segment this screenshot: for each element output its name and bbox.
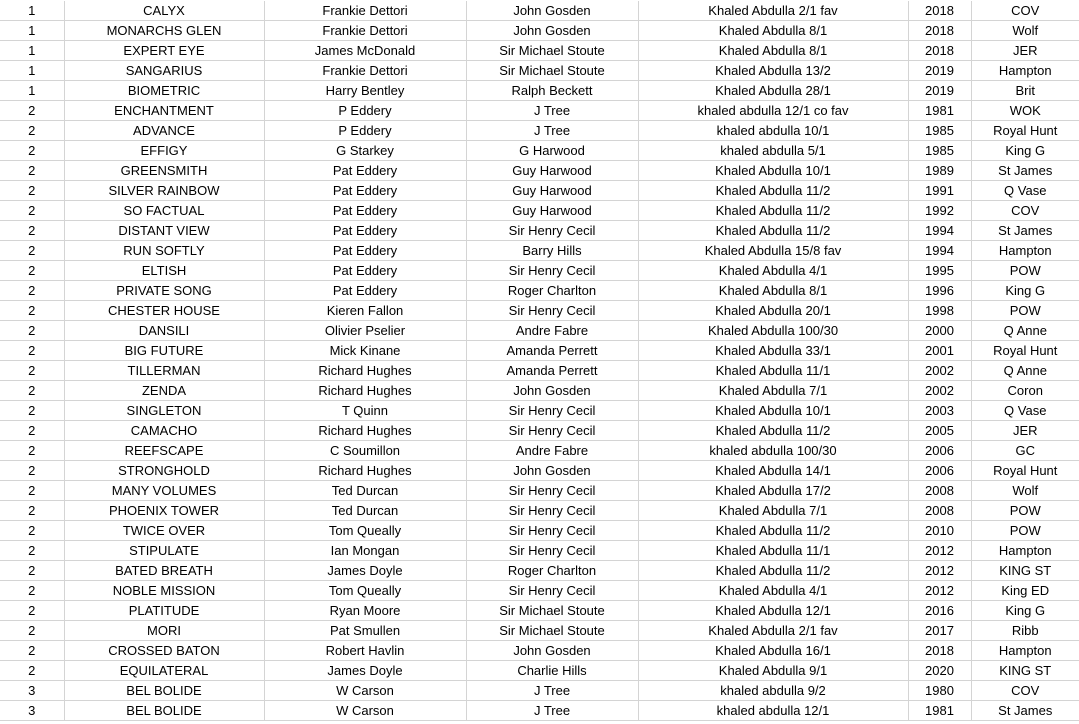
rank-cell[interactable]: 2: [0, 161, 64, 181]
race-cell[interactable]: Hampton: [971, 61, 1079, 81]
year-cell[interactable]: 1995: [908, 261, 971, 281]
table-row: [0, 101, 1079, 121]
owner-odds-cell[interactable]: Khaled Abdulla 2/1 fav: [638, 621, 908, 641]
rank-cell[interactable]: 2: [0, 321, 64, 341]
race-cell[interactable]: POW: [971, 301, 1079, 321]
table-row: [0, 321, 1079, 341]
year-cell[interactable]: 1994: [908, 241, 971, 261]
rank-cell[interactable]: 1: [0, 81, 64, 101]
year-cell[interactable]: 2008: [908, 501, 971, 521]
horse-cell[interactable]: PHOENIX TOWER: [64, 501, 264, 521]
year-cell[interactable]: 1980: [908, 681, 971, 701]
jockey-cell[interactable]: Pat Eddery: [264, 201, 466, 221]
year-cell[interactable]: 2018: [908, 41, 971, 61]
jockey-cell[interactable]: Ryan Moore: [264, 601, 466, 621]
race-cell[interactable]: JER: [971, 421, 1079, 441]
year-cell[interactable]: 1981: [908, 701, 971, 721]
jockey-cell[interactable]: Pat Eddery: [264, 241, 466, 261]
horse-cell[interactable]: RUN SOFTLY: [64, 241, 264, 261]
jockey-cell[interactable]: James Doyle: [264, 561, 466, 581]
owner-odds-cell[interactable]: Khaled Abdulla 14/1: [638, 461, 908, 481]
rank-cell[interactable]: 2: [0, 201, 64, 221]
horse-cell[interactable]: BEL BOLIDE: [64, 681, 264, 701]
race-cell[interactable]: COV: [971, 681, 1079, 701]
trainer-cell[interactable]: Roger Charlton: [466, 561, 638, 581]
trainer-cell[interactable]: Sir Henry Cecil: [466, 301, 638, 321]
trainer-cell[interactable]: Sir Henry Cecil: [466, 421, 638, 441]
owner-odds-cell[interactable]: Khaled Abdulla 11/2: [638, 561, 908, 581]
jockey-cell[interactable]: Olivier Pselier: [264, 321, 466, 341]
horse-cell[interactable]: PLATITUDE: [64, 601, 264, 621]
race-cell[interactable]: POW: [971, 261, 1079, 281]
race-cell[interactable]: COV: [971, 1, 1079, 21]
year-cell[interactable]: 2020: [908, 661, 971, 681]
horse-cell[interactable]: SINGLETON: [64, 401, 264, 421]
race-cell[interactable]: KING ST: [971, 661, 1079, 681]
trainer-cell[interactable]: Sir Michael Stoute: [466, 41, 638, 61]
year-cell[interactable]: 2018: [908, 641, 971, 661]
jockey-cell[interactable]: Frankie Dettori: [264, 21, 466, 41]
horse-cell[interactable]: ENCHANTMENT: [64, 101, 264, 121]
rank-cell[interactable]: 2: [0, 301, 64, 321]
trainer-cell[interactable]: John Gosden: [466, 461, 638, 481]
horse-cell[interactable]: TWICE OVER: [64, 521, 264, 541]
table-row: [0, 641, 1079, 661]
year-cell[interactable]: 1994: [908, 221, 971, 241]
horse-cell[interactable]: GREENSMITH: [64, 161, 264, 181]
rank-cell[interactable]: 2: [0, 621, 64, 641]
owner-odds-cell[interactable]: Khaled Abdulla 28/1: [638, 81, 908, 101]
race-cell[interactable]: St James: [971, 221, 1079, 241]
race-cell[interactable]: St James: [971, 701, 1079, 721]
horse-cell[interactable]: STRONGHOLD: [64, 461, 264, 481]
race-cell[interactable]: Hampton: [971, 641, 1079, 661]
trainer-cell[interactable]: Ralph Beckett: [466, 81, 638, 101]
table-row: [0, 221, 1079, 241]
trainer-cell[interactable]: Amanda Perrett: [466, 361, 638, 381]
horse-cell[interactable]: NOBLE MISSION: [64, 581, 264, 601]
rank-cell[interactable]: 2: [0, 221, 64, 241]
horse-cell[interactable]: EXPERT EYE: [64, 41, 264, 61]
trainer-cell[interactable]: J Tree: [466, 101, 638, 121]
table-row: [0, 241, 1079, 261]
year-cell[interactable]: 2008: [908, 481, 971, 501]
trainer-cell[interactable]: J Tree: [466, 701, 638, 721]
horse-cell[interactable]: ELTISH: [64, 261, 264, 281]
owner-odds-cell[interactable]: Khaled Abdulla 12/1: [638, 601, 908, 621]
horse-cell[interactable]: CROSSED BATON: [64, 641, 264, 661]
rank-cell[interactable]: 1: [0, 41, 64, 61]
table-row: [0, 621, 1079, 641]
year-cell[interactable]: 1991: [908, 181, 971, 201]
table-row: [0, 461, 1079, 481]
race-cell[interactable]: POW: [971, 501, 1079, 521]
owner-odds-cell[interactable]: khaled abdulla 12/1: [638, 701, 908, 721]
owner-odds-cell[interactable]: Khaled Abdulla 11/1: [638, 541, 908, 561]
owner-odds-cell[interactable]: Khaled Abdulla 11/2: [638, 521, 908, 541]
owner-odds-cell[interactable]: khaled abdulla 5/1: [638, 141, 908, 161]
race-cell[interactable]: Royal Hunt: [971, 341, 1079, 361]
horse-cell[interactable]: STIPULATE: [64, 541, 264, 561]
owner-odds-cell[interactable]: khaled abdulla 100/30: [638, 441, 908, 461]
year-cell[interactable]: 1996: [908, 281, 971, 301]
jockey-cell[interactable]: Mick Kinane: [264, 341, 466, 361]
rank-cell[interactable]: 1: [0, 1, 64, 21]
horse-cell[interactable]: MORI: [64, 621, 264, 641]
horse-cell[interactable]: MONARCHS GLEN: [64, 21, 264, 41]
trainer-cell[interactable]: Sir Michael Stoute: [466, 621, 638, 641]
year-cell[interactable]: 2012: [908, 541, 971, 561]
jockey-cell[interactable]: Ian Mongan: [264, 541, 466, 561]
race-cell[interactable]: Q Vase: [971, 401, 1079, 421]
owner-odds-cell[interactable]: Khaled Abdulla 4/1: [638, 261, 908, 281]
race-cell[interactable]: Hampton: [971, 541, 1079, 561]
year-cell[interactable]: 2017: [908, 621, 971, 641]
year-cell[interactable]: 2005: [908, 421, 971, 441]
jockey-cell[interactable]: Richard Hughes: [264, 461, 466, 481]
owner-odds-cell[interactable]: Khaled Abdulla 7/1: [638, 501, 908, 521]
race-cell[interactable]: Ribb: [971, 621, 1079, 641]
trainer-cell[interactable]: Barry Hills: [466, 241, 638, 261]
owner-odds-cell[interactable]: Khaled Abdulla 11/2: [638, 221, 908, 241]
horse-cell[interactable]: ADVANCE: [64, 121, 264, 141]
rank-cell[interactable]: 2: [0, 661, 64, 681]
owner-odds-cell[interactable]: Khaled Abdulla 11/2: [638, 421, 908, 441]
race-cell[interactable]: St James: [971, 161, 1079, 181]
rank-cell[interactable]: 2: [0, 121, 64, 141]
rank-cell[interactable]: 2: [0, 561, 64, 581]
trainer-cell[interactable]: Sir Henry Cecil: [466, 501, 638, 521]
horse-cell[interactable]: SILVER RAINBOW: [64, 181, 264, 201]
owner-odds-cell[interactable]: Khaled Abdulla 13/2: [638, 61, 908, 81]
horse-cell[interactable]: BIG FUTURE: [64, 341, 264, 361]
year-cell[interactable]: 2001: [908, 341, 971, 361]
year-cell[interactable]: 2016: [908, 601, 971, 621]
horse-cell[interactable]: CHESTER HOUSE: [64, 301, 264, 321]
table-row: [0, 41, 1079, 61]
owner-odds-cell[interactable]: Khaled Abdulla 11/1: [638, 361, 908, 381]
trainer-cell[interactable]: John Gosden: [466, 1, 638, 21]
year-cell[interactable]: 1985: [908, 121, 971, 141]
race-cell[interactable]: King G: [971, 281, 1079, 301]
table-row: [0, 481, 1079, 501]
table-row: [0, 501, 1079, 521]
trainer-cell[interactable]: John Gosden: [466, 381, 638, 401]
owner-odds-cell[interactable]: Khaled Abdulla 8/1: [638, 281, 908, 301]
jockey-cell[interactable]: Pat Eddery: [264, 281, 466, 301]
jockey-cell[interactable]: T Quinn: [264, 401, 466, 421]
race-cell[interactable]: KING ST: [971, 561, 1079, 581]
race-cell[interactable]: POW: [971, 521, 1079, 541]
trainer-cell[interactable]: Guy Harwood: [466, 161, 638, 181]
trainer-cell[interactable]: Charlie Hills: [466, 661, 638, 681]
jockey-cell[interactable]: Ted Durcan: [264, 501, 466, 521]
jockey-cell[interactable]: W Carson: [264, 681, 466, 701]
rank-cell[interactable]: 2: [0, 341, 64, 361]
trainer-cell[interactable]: Sir Henry Cecil: [466, 581, 638, 601]
trainer-cell[interactable]: Sir Michael Stoute: [466, 61, 638, 81]
owner-odds-cell[interactable]: Khaled Abdulla 100/30: [638, 321, 908, 341]
jockey-cell[interactable]: Harry Bentley: [264, 81, 466, 101]
year-cell[interactable]: 1981: [908, 101, 971, 121]
rank-cell[interactable]: 2: [0, 541, 64, 561]
year-cell[interactable]: 2000: [908, 321, 971, 341]
year-cell[interactable]: 2012: [908, 561, 971, 581]
trainer-cell[interactable]: Sir Henry Cecil: [466, 481, 638, 501]
horse-cell[interactable]: ZENDA: [64, 381, 264, 401]
horse-cell[interactable]: DANSILI: [64, 321, 264, 341]
table-row: [0, 401, 1079, 421]
owner-odds-cell[interactable]: Khaled Abdulla 15/8 fav: [638, 241, 908, 261]
horse-cell[interactable]: REEFSCAPE: [64, 441, 264, 461]
table-row: [0, 81, 1079, 101]
owner-odds-cell[interactable]: Khaled Abdulla 10/1: [638, 161, 908, 181]
table-row: [0, 541, 1079, 561]
table-row: [0, 261, 1079, 281]
trainer-cell[interactable]: G Harwood: [466, 141, 638, 161]
rank-cell[interactable]: 3: [0, 681, 64, 701]
table-row: [0, 521, 1079, 541]
table-row: [0, 601, 1079, 621]
year-cell[interactable]: 2006: [908, 461, 971, 481]
owner-odds-cell[interactable]: Khaled Abdulla 8/1: [638, 21, 908, 41]
trainer-cell[interactable]: J Tree: [466, 121, 638, 141]
rank-cell[interactable]: 2: [0, 401, 64, 421]
owner-odds-cell[interactable]: khaled abdulla 12/1 co fav: [638, 101, 908, 121]
year-cell[interactable]: 2018: [908, 1, 971, 21]
jockey-cell[interactable]: P Eddery: [264, 121, 466, 141]
jockey-cell[interactable]: Richard Hughes: [264, 361, 466, 381]
spreadsheet-body: [0, 1, 1079, 721]
table-row: [0, 121, 1079, 141]
table-row: [0, 21, 1079, 41]
race-cell[interactable]: COV: [971, 201, 1079, 221]
jockey-cell[interactable]: James McDonald: [264, 41, 466, 61]
table-row: [0, 661, 1079, 681]
race-cell[interactable]: Q Anne: [971, 321, 1079, 341]
race-cell[interactable]: King ED: [971, 581, 1079, 601]
rank-cell[interactable]: 2: [0, 521, 64, 541]
year-cell[interactable]: 2019: [908, 61, 971, 81]
rank-cell[interactable]: 2: [0, 181, 64, 201]
jockey-cell[interactable]: Frankie Dettori: [264, 1, 466, 21]
jockey-cell[interactable]: Pat Eddery: [264, 181, 466, 201]
race-cell[interactable]: Coron: [971, 381, 1079, 401]
trainer-cell[interactable]: Guy Harwood: [466, 201, 638, 221]
year-cell[interactable]: 2002: [908, 381, 971, 401]
horse-cell[interactable]: DISTANT VIEW: [64, 221, 264, 241]
horse-cell[interactable]: BIOMETRIC: [64, 81, 264, 101]
jockey-cell[interactable]: C Soumillon: [264, 441, 466, 461]
jockey-cell[interactable]: P Eddery: [264, 101, 466, 121]
horse-cell[interactable]: TILLERMAN: [64, 361, 264, 381]
owner-odds-cell[interactable]: Khaled Abdulla 8/1: [638, 41, 908, 61]
trainer-cell[interactable]: Sir Henry Cecil: [466, 221, 638, 241]
race-cell[interactable]: Q Vase: [971, 181, 1079, 201]
owner-odds-cell[interactable]: Khaled Abdulla 17/2: [638, 481, 908, 501]
rank-cell[interactable]: 2: [0, 461, 64, 481]
horse-cell[interactable]: MANY VOLUMES: [64, 481, 264, 501]
table-row: [0, 161, 1079, 181]
race-cell[interactable]: JER: [971, 41, 1079, 61]
table-row: [0, 1, 1079, 21]
year-cell[interactable]: 2018: [908, 21, 971, 41]
jockey-cell[interactable]: W Carson: [264, 701, 466, 721]
race-cell[interactable]: Wolf: [971, 481, 1079, 501]
owner-odds-cell[interactable]: Khaled Abdulla 11/2: [638, 181, 908, 201]
year-cell[interactable]: 2003: [908, 401, 971, 421]
year-cell[interactable]: 1998: [908, 301, 971, 321]
table-row: [0, 421, 1079, 441]
owner-odds-cell[interactable]: Khaled Abdulla 33/1: [638, 341, 908, 361]
owner-odds-cell[interactable]: Khaled Abdulla 10/1: [638, 401, 908, 421]
trainer-cell[interactable]: Sir Henry Cecil: [466, 541, 638, 561]
jockey-cell[interactable]: Richard Hughes: [264, 421, 466, 441]
jockey-cell[interactable]: Pat Smullen: [264, 621, 466, 641]
jockey-cell[interactable]: Kieren Fallon: [264, 301, 466, 321]
rank-cell[interactable]: 2: [0, 441, 64, 461]
rank-cell[interactable]: 2: [0, 581, 64, 601]
jockey-cell[interactable]: Robert Havlin: [264, 641, 466, 661]
rank-cell[interactable]: 2: [0, 421, 64, 441]
year-cell[interactable]: 2019: [908, 81, 971, 101]
horse-cell[interactable]: SANGARIUS: [64, 61, 264, 81]
owner-odds-cell[interactable]: Khaled Abdulla 11/2: [638, 201, 908, 221]
owner-odds-cell[interactable]: Khaled Abdulla 16/1: [638, 641, 908, 661]
trainer-cell[interactable]: Roger Charlton: [466, 281, 638, 301]
horse-cell[interactable]: BATED BREATH: [64, 561, 264, 581]
horse-cell[interactable]: EFFIGY: [64, 141, 264, 161]
table-row: [0, 301, 1079, 321]
year-cell[interactable]: 2010: [908, 521, 971, 541]
trainer-cell[interactable]: Amanda Perrett: [466, 341, 638, 361]
race-cell[interactable]: Hampton: [971, 241, 1079, 261]
year-cell[interactable]: 2006: [908, 441, 971, 461]
table-row: [0, 201, 1079, 221]
jockey-cell[interactable]: Pat Eddery: [264, 261, 466, 281]
trainer-cell[interactable]: John Gosden: [466, 641, 638, 661]
table-row: [0, 581, 1079, 601]
rank-cell[interactable]: 2: [0, 501, 64, 521]
rank-cell[interactable]: 2: [0, 601, 64, 621]
rank-cell[interactable]: 2: [0, 261, 64, 281]
rank-cell[interactable]: 2: [0, 101, 64, 121]
table-row: [0, 441, 1079, 461]
jockey-cell[interactable]: Pat Eddery: [264, 161, 466, 181]
race-cell[interactable]: Wolf: [971, 21, 1079, 41]
year-cell[interactable]: 1992: [908, 201, 971, 221]
race-cell[interactable]: GC: [971, 441, 1079, 461]
race-cell[interactable]: WOK: [971, 101, 1079, 121]
trainer-cell[interactable]: John Gosden: [466, 21, 638, 41]
table-row: [0, 181, 1079, 201]
race-cell[interactable]: Q Anne: [971, 361, 1079, 381]
jockey-cell[interactable]: Tom Queally: [264, 521, 466, 541]
trainer-cell[interactable]: Sir Michael Stoute: [466, 601, 638, 621]
table-row: [0, 141, 1079, 161]
rank-cell[interactable]: 3: [0, 701, 64, 721]
race-cell[interactable]: Brit: [971, 81, 1079, 101]
jockey-cell[interactable]: Tom Queally: [264, 581, 466, 601]
horse-cell[interactable]: PRIVATE SONG: [64, 281, 264, 301]
jockey-cell[interactable]: Frankie Dettori: [264, 61, 466, 81]
race-cell[interactable]: King G: [971, 601, 1079, 621]
rank-cell[interactable]: 2: [0, 381, 64, 401]
table-row: [0, 681, 1079, 701]
trainer-cell[interactable]: Sir Henry Cecil: [466, 261, 638, 281]
owner-odds-cell[interactable]: Khaled Abdulla 2/1 fav: [638, 1, 908, 21]
owner-odds-cell[interactable]: khaled abdulla 10/1: [638, 121, 908, 141]
jockey-cell[interactable]: Richard Hughes: [264, 381, 466, 401]
trainer-cell[interactable]: Sir Henry Cecil: [466, 401, 638, 421]
owner-odds-cell[interactable]: Khaled Abdulla 9/1: [638, 661, 908, 681]
trainer-cell[interactable]: J Tree: [466, 681, 638, 701]
owner-odds-cell[interactable]: Khaled Abdulla 4/1: [638, 581, 908, 601]
year-cell[interactable]: 1985: [908, 141, 971, 161]
rank-cell[interactable]: 1: [0, 21, 64, 41]
jockey-cell[interactable]: Ted Durcan: [264, 481, 466, 501]
race-cell[interactable]: King G: [971, 141, 1079, 161]
horse-cell[interactable]: CAMACHO: [64, 421, 264, 441]
table-row: [0, 361, 1079, 381]
horse-cell[interactable]: BEL BOLIDE: [64, 701, 264, 721]
year-cell[interactable]: 2012: [908, 581, 971, 601]
rank-cell[interactable]: 2: [0, 141, 64, 161]
table-row: [0, 701, 1079, 721]
horse-cell[interactable]: CALYX: [64, 1, 264, 21]
owner-odds-cell[interactable]: Khaled Abdulla 7/1: [638, 381, 908, 401]
year-cell[interactable]: 1989: [908, 161, 971, 181]
year-cell[interactable]: 2002: [908, 361, 971, 381]
owner-odds-cell[interactable]: Khaled Abdulla 20/1: [638, 301, 908, 321]
jockey-cell[interactable]: Pat Eddery: [264, 221, 466, 241]
rank-cell[interactable]: 2: [0, 281, 64, 301]
rank-cell[interactable]: 2: [0, 241, 64, 261]
table-row: [0, 281, 1079, 301]
table-row: [0, 341, 1079, 361]
horse-cell[interactable]: EQUILATERAL: [64, 661, 264, 681]
table-row: [0, 61, 1079, 81]
rank-cell[interactable]: 2: [0, 641, 64, 661]
rank-cell[interactable]: 2: [0, 481, 64, 501]
rank-cell[interactable]: 2: [0, 361, 64, 381]
trainer-cell[interactable]: Guy Harwood: [466, 181, 638, 201]
jockey-cell[interactable]: G Starkey: [264, 141, 466, 161]
race-cell[interactable]: Royal Hunt: [971, 461, 1079, 481]
trainer-cell[interactable]: Andre Fabre: [466, 321, 638, 341]
rank-cell[interactable]: 1: [0, 61, 64, 81]
jockey-cell[interactable]: James Doyle: [264, 661, 466, 681]
trainer-cell[interactable]: Andre Fabre: [466, 441, 638, 461]
owner-odds-cell[interactable]: khaled abdulla 9/2: [638, 681, 908, 701]
trainer-cell[interactable]: Sir Henry Cecil: [466, 521, 638, 541]
table-row: [0, 381, 1079, 401]
spreadsheet-grid: [0, 1, 1079, 721]
race-cell[interactable]: Royal Hunt: [971, 121, 1079, 141]
horse-cell[interactable]: SO FACTUAL: [64, 201, 264, 221]
table-row: [0, 561, 1079, 581]
